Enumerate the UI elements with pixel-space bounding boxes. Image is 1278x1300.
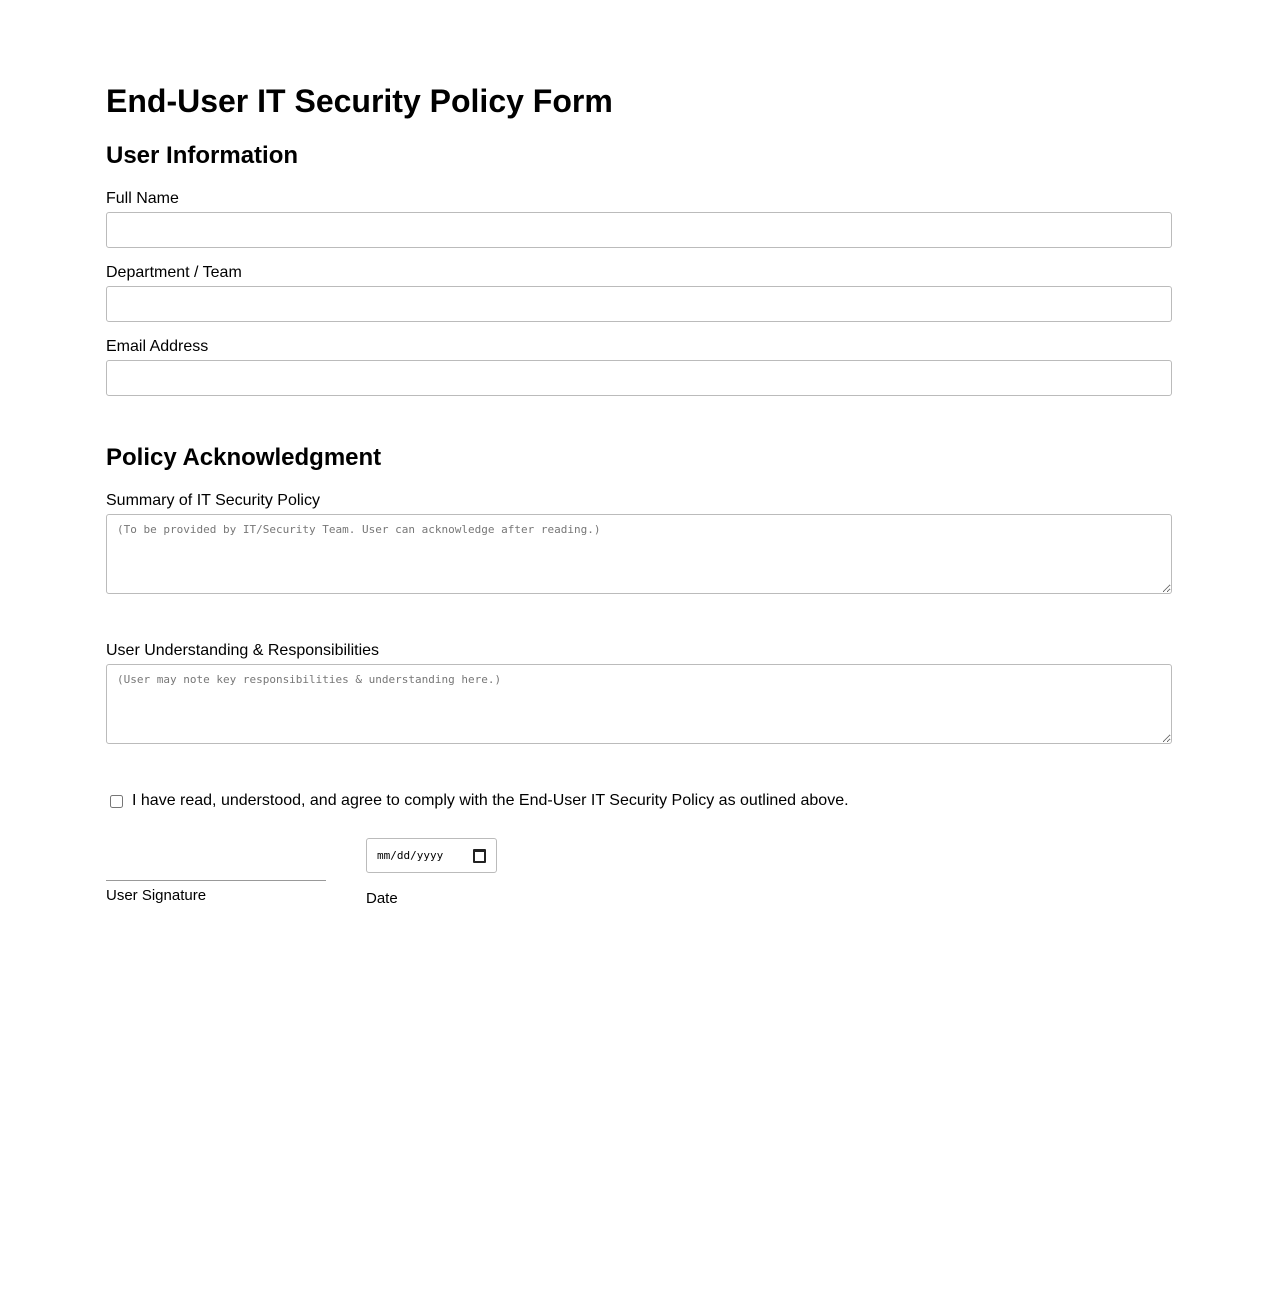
full-name-label: Full Name <box>106 190 179 207</box>
department-input[interactable] <box>106 286 1172 322</box>
understanding-textarea[interactable] <box>106 664 1172 744</box>
department-label: Department / Team <box>106 264 242 281</box>
understanding-label: User Understanding & Responsibilities <box>106 642 380 659</box>
date-label: Date <box>366 890 398 907</box>
calendar-icon[interactable] <box>473 849 486 863</box>
email-label: Email Address <box>106 338 209 355</box>
email-input[interactable] <box>106 360 1172 396</box>
signature-label: User Signature <box>106 887 207 904</box>
full-name-input[interactable] <box>106 212 1172 248</box>
date-input[interactable] <box>366 838 497 873</box>
user-information-heading: User Information <box>106 142 299 169</box>
signature-line[interactable] <box>106 880 326 881</box>
page-title: End-User IT Security Policy Form <box>106 83 613 119</box>
policy-summary-textarea[interactable] <box>106 514 1172 594</box>
policy-acknowledgment-heading: Policy Acknowledgment <box>106 444 382 471</box>
agree-checkbox[interactable] <box>110 795 123 808</box>
policy-summary-label: Summary of IT Security Policy <box>106 492 320 509</box>
agree-label[interactable]: I have read, understood, and agree to comply with the End-User IT Security Policy as outlined above. <box>132 792 849 809</box>
date-placeholder: mm/dd/yyyy <box>377 849 444 862</box>
